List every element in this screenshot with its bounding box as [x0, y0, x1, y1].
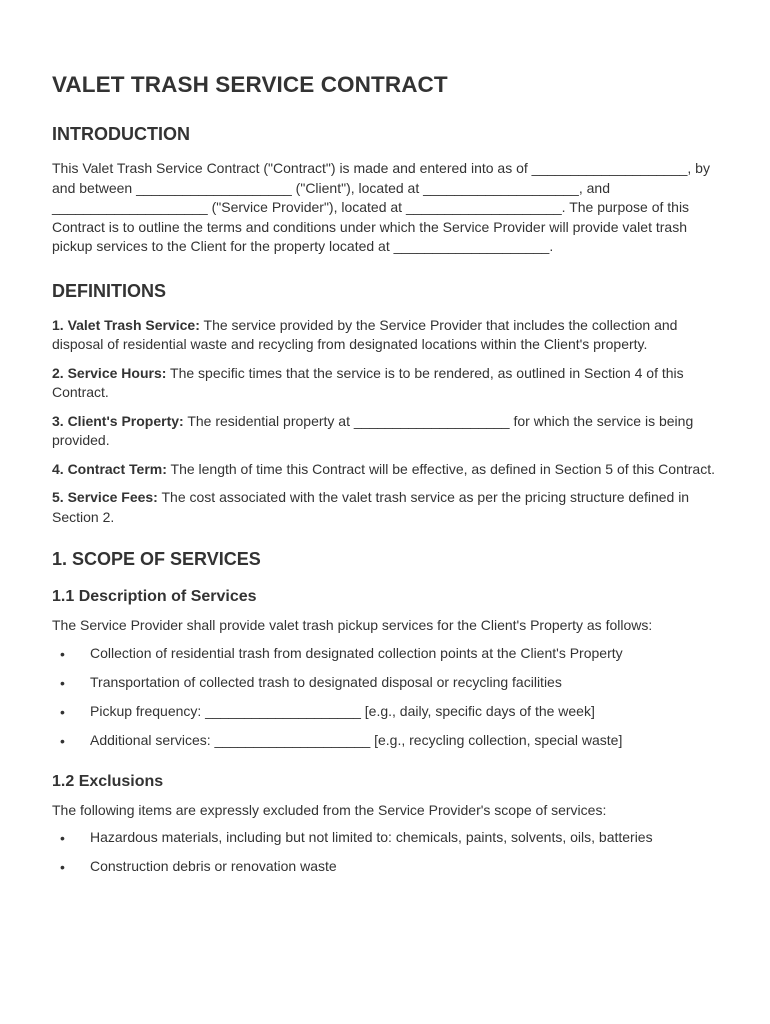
definition-term: 4. Contract Term:	[52, 460, 167, 477]
definition-text: The cost associated with the valet trash service as per the pricing structure defined in Section 2.	[52, 489, 690, 525]
bullet-icon: •	[60, 830, 65, 847]
definition-term: 2. Service Hours:	[52, 364, 167, 381]
definition-item	[52, 488, 718, 527]
list-item-text: Construction debris or renovation waste	[90, 858, 337, 875]
bullet-icon: •	[60, 645, 65, 662]
list-item-text: Additional services: ____________________ [e.g., recycling collection, special waste]	[90, 732, 623, 749]
exclusions-list	[52, 828, 718, 877]
description-heading: 1.1 Description of Services	[52, 588, 257, 605]
list-item	[52, 857, 718, 877]
exclusions-heading: 1.2 Exclusions	[52, 772, 164, 790]
bullet-icon: •	[60, 703, 65, 720]
scope-heading: 1. SCOPE OF SERVICES	[52, 549, 261, 569]
list-item	[52, 731, 718, 751]
definition-text: The length of time this Contract will be effective, as defined in Section 5 of this Contract.	[166, 460, 715, 477]
definition-text: The specific times that the service is to be rendered, as outlined in Section 4 of this Contract.	[52, 364, 684, 400]
bullet-icon: •	[60, 733, 65, 750]
exclusions-lead: The following items are expressly excluded from the Service Provider's scope of services:	[52, 801, 607, 818]
definition-item	[52, 316, 718, 355]
description-list	[52, 644, 718, 751]
description-lead: The Service Provider shall provide valet trash pickup services for the Client's Property as follows:	[52, 617, 653, 633]
bullet-icon: •	[60, 674, 65, 691]
definitions-list	[52, 316, 718, 528]
definitions-heading: DEFINITIONS	[52, 280, 167, 301]
document-title: VALET TRASH SERVICE CONTRACT	[52, 72, 448, 97]
introduction-heading: INTRODUCTION	[52, 124, 190, 144]
list-item-text: Pickup frequency: ____________________ [e.g., daily, specific days of the week]	[90, 702, 595, 719]
list-item	[52, 673, 718, 693]
definition-item	[52, 364, 718, 403]
definition-term: 3. Client's Property:	[52, 412, 184, 429]
list-item	[52, 702, 718, 722]
definition-term: 1. Valet Trash Service:	[52, 316, 200, 333]
list-item	[52, 644, 718, 664]
definition-text: The residential property at ____________________ for which the service is being provided.	[52, 412, 694, 448]
definition-term: 5. Service Fees:	[52, 489, 158, 505]
definition-item	[52, 460, 718, 480]
list-item-text: Transportation of collected trash to designated disposal or recycling facilities	[90, 673, 562, 690]
bullet-icon: •	[60, 859, 65, 876]
list-item	[52, 828, 718, 848]
introduction-paragraph: This Valet Trash Service Contract ("Contract") is made and entered into as of ____________________, by and between ____________________ ("Client"), located at ____________________, and ____________________ ("Service Provider"), located at ____________________. The purpose of this Contract is to outline the terms and conditions under which the Service Provider will provide valet trash pickup services to the Client for the property located at ____________________.	[52, 160, 710, 254]
list-item-text: Hazardous materials, including but not limited to: chemicals, paints, solvents, oils, batteries	[90, 829, 653, 846]
list-item-text: Collection of residential trash from designated collection points at the Client's Property	[90, 644, 623, 661]
definition-text: The service provided by the Service Provider that includes the collection and disposal of residential waste and recycling from designated locations within the Client's property.	[52, 316, 678, 352]
definition-item	[52, 412, 718, 451]
